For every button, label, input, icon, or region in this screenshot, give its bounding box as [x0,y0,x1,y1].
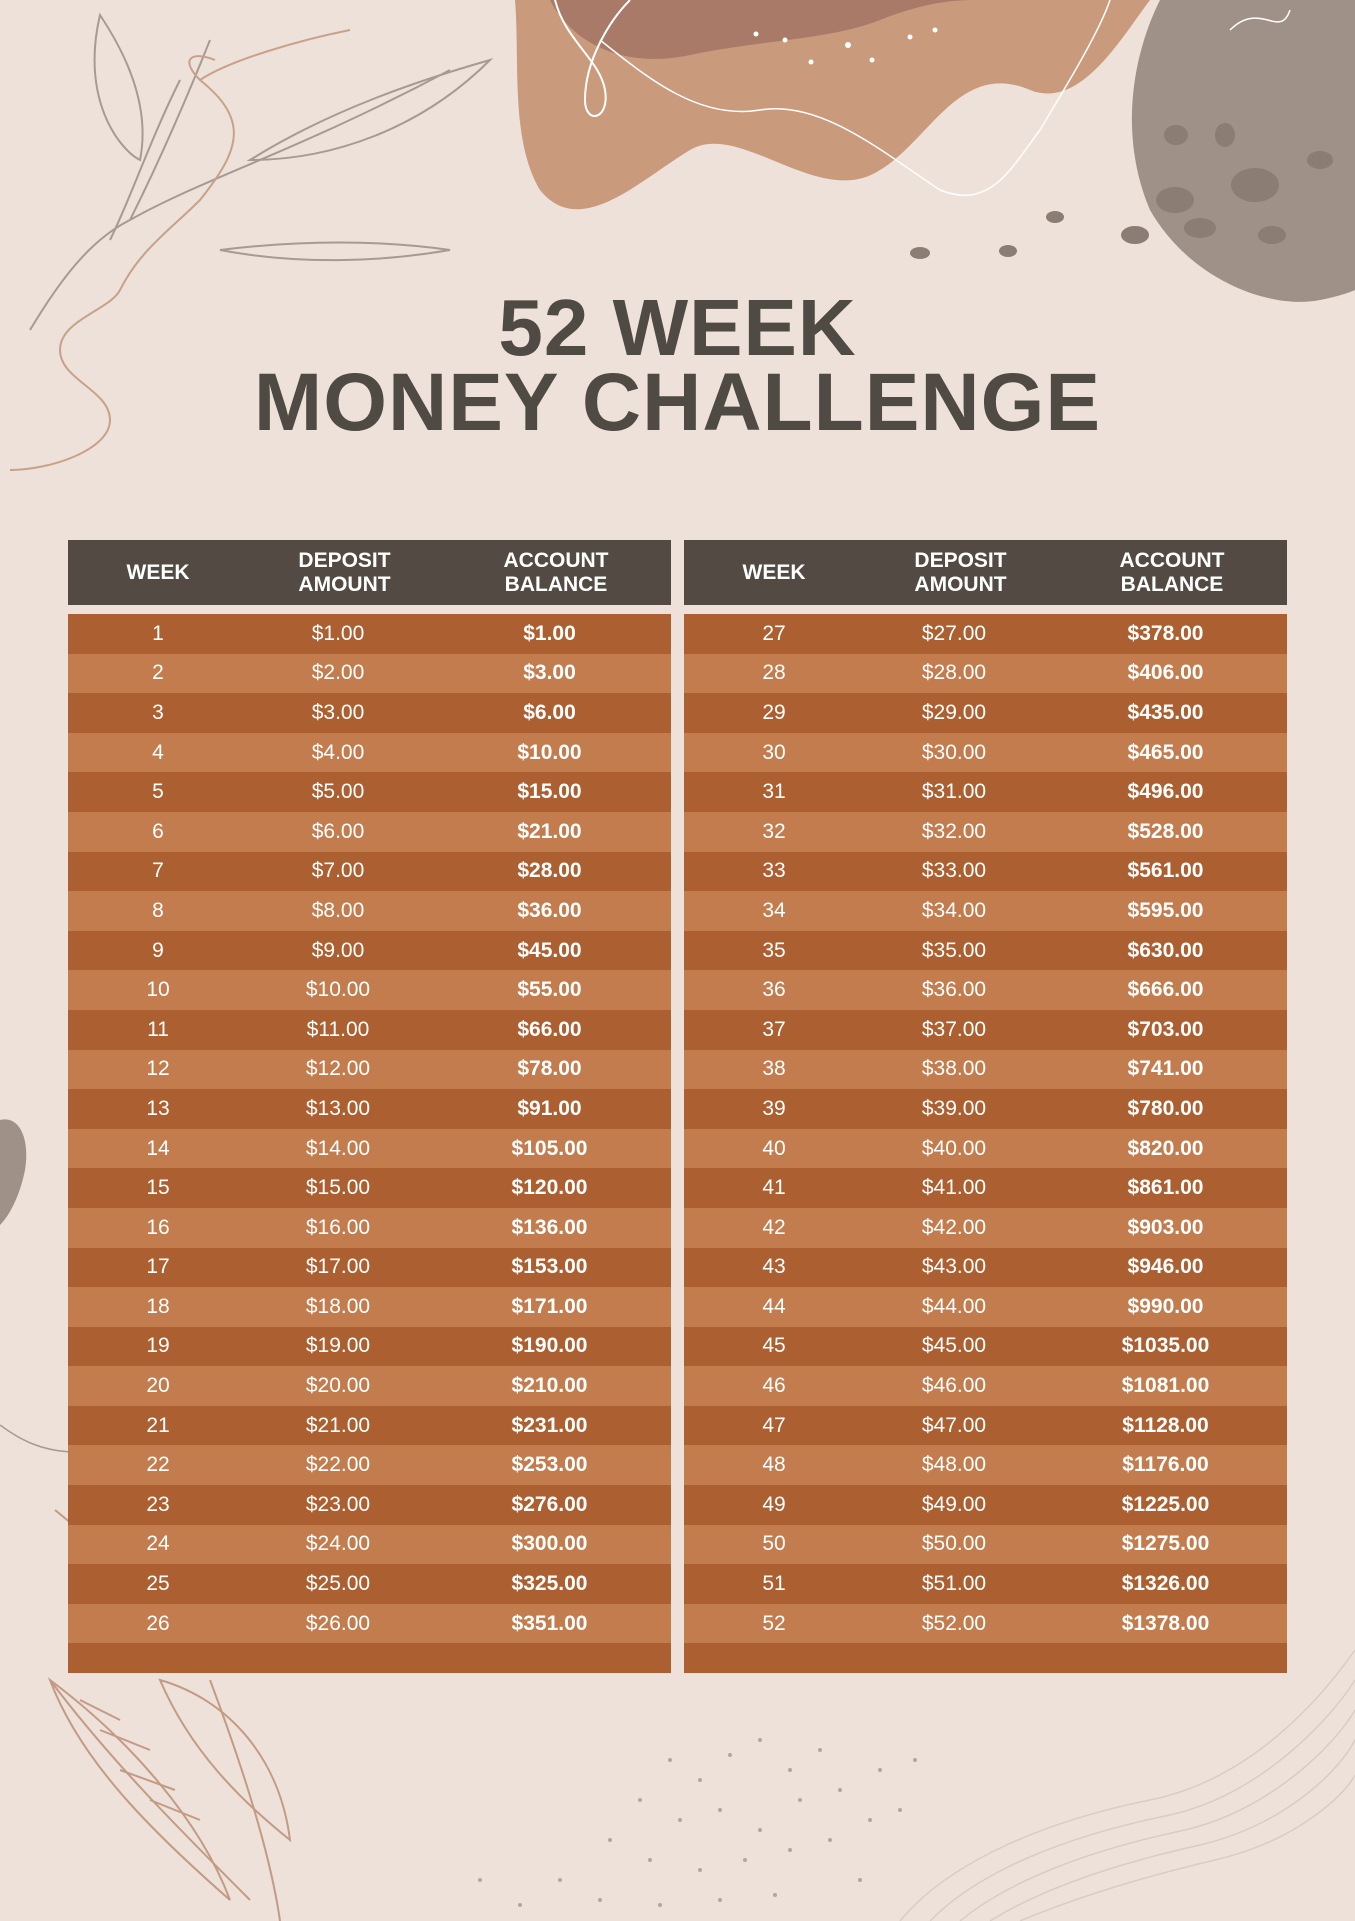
deposit-cell: $34.00 [921,898,987,922]
balance-cell: $78.00 [517,1057,582,1081]
deposit-cell: $43.00 [921,1255,987,1279]
table-row [684,1604,1287,1644]
table-row [68,1406,671,1446]
table-footer-bar [684,1643,1287,1673]
table-row [684,1445,1287,1485]
deposit-cell: $17.00 [305,1255,371,1279]
table-body [68,614,671,1673]
week-cell: 27 [762,621,786,645]
balance-cell: $1035.00 [1121,1334,1210,1358]
deposit-cell: $45.00 [921,1334,987,1358]
balance-cell: $28.00 [517,859,582,883]
balance-cell: $15.00 [517,780,582,804]
balance-cell: $210.00 [511,1374,588,1398]
week-cell: 19 [146,1334,170,1358]
deposit-cell: $18.00 [305,1294,371,1318]
deposit-cell: $6.00 [311,819,365,843]
table-row [684,1564,1287,1604]
table-row [684,693,1287,733]
balance-cell: $55.00 [517,978,582,1002]
balance-cell: $378.00 [1127,621,1204,645]
balance-cell: $253.00 [511,1453,588,1477]
week-cell: 20 [146,1374,170,1398]
week-cell: 35 [762,938,786,962]
table-row [684,772,1287,812]
balance-cell: $703.00 [1127,1017,1204,1041]
deposit-cell: $9.00 [311,938,365,962]
balance-cell: $190.00 [511,1334,588,1358]
table-row [68,654,671,694]
deposit-cell: $15.00 [305,1176,371,1200]
balance-column-header: ACCOUNT BALANCE [503,548,609,596]
balance-cell: $120.00 [511,1176,588,1200]
deposit-cell: $3.00 [311,700,365,724]
deposit-cell: $40.00 [921,1136,987,1160]
page-title-line-2: MONEY CHALLENGE [253,357,1102,448]
weeks-27-52-table [684,540,1287,1673]
balance-cell: $1.00 [523,621,576,645]
week-cell: 49 [762,1492,786,1516]
week-cell: 13 [146,1096,170,1120]
table-row [684,1485,1287,1525]
table-body [684,614,1287,1673]
table-row [68,1525,671,1565]
table-row [68,693,671,733]
table-row [68,931,671,971]
week-column-header: WEEK [742,560,806,584]
week-cell: 9 [152,938,164,962]
balance-cell: $820.00 [1127,1136,1204,1160]
table-row [68,891,671,931]
balance-cell: $946.00 [1127,1255,1204,1279]
deposit-cell: $24.00 [305,1532,371,1556]
deposit-cell: $41.00 [921,1176,987,1200]
table-row [68,1327,671,1367]
week-cell: 16 [146,1215,170,1239]
deposit-cell: $22.00 [305,1453,371,1477]
week-cell: 12 [146,1057,170,1081]
table-footer-bar [68,1643,671,1673]
week-cell: 8 [152,898,164,922]
table-row [684,812,1287,852]
week-cell: 1 [152,621,164,645]
week-cell: 38 [762,1057,786,1081]
week-cell: 14 [146,1136,170,1160]
balance-cell: $1176.00 [1122,1453,1209,1477]
week-cell: 10 [146,978,170,1002]
table-row [684,1168,1287,1208]
week-cell: 18 [146,1294,170,1318]
balance-cell: $741.00 [1127,1057,1204,1081]
balance-cell: $595.00 [1127,898,1204,922]
deposit-cell: $29.00 [921,700,987,724]
deposit-cell: $32.00 [921,819,987,843]
deposit-cell: $39.00 [921,1096,987,1120]
table-row [684,1248,1287,1288]
balance-cell: $66.00 [517,1017,582,1041]
deposit-cell: $21.00 [305,1413,371,1437]
week-cell: 2 [152,661,164,685]
deposit-cell: $19.00 [305,1334,371,1358]
balance-cell: $1225.00 [1121,1492,1210,1516]
week-cell: 23 [146,1492,170,1516]
balance-cell: $231.00 [511,1413,588,1437]
table-row [68,1485,671,1525]
balance-cell: $10.00 [517,740,582,764]
table-row [68,1564,671,1604]
week-cell: 33 [762,859,786,883]
deposit-cell: $8.00 [311,898,365,922]
balance-cell: $351.00 [511,1611,588,1635]
week-cell: 21 [146,1413,170,1437]
balance-cell: $435.00 [1127,700,1204,724]
deposit-cell: $16.00 [305,1215,371,1239]
week-cell: 39 [762,1096,786,1120]
table-header [68,540,671,605]
deposit-column-header: DEPOSIT AMOUNT [298,548,391,596]
table-row [684,1050,1287,1090]
deposit-cell: $20.00 [305,1374,371,1398]
week-cell: 50 [762,1532,786,1556]
table-row [684,1327,1287,1367]
deposit-cell: $30.00 [921,740,987,764]
deposit-cell: $5.00 [311,780,365,804]
page-title-line-1: 52 WEEK [498,283,857,372]
brown-blob-shape [550,0,980,59]
table-row [68,852,671,892]
balance-cell: $561.00 [1127,859,1204,883]
table-row [68,1604,671,1644]
deposit-cell: $42.00 [921,1215,987,1239]
deposit-cell: $23.00 [305,1492,371,1516]
table-row [684,614,1287,654]
table-row [68,1129,671,1169]
table-row [68,1366,671,1406]
deposit-cell: $28.00 [921,661,987,685]
week-cell: 4 [152,740,164,764]
week-cell: 32 [762,819,786,843]
table-row [68,1287,671,1327]
table-row [68,1010,671,1050]
week-cell: 26 [146,1611,170,1635]
balance-cell: $300.00 [511,1532,588,1556]
balance-cell: $406.00 [1127,661,1204,685]
week-cell: 29 [762,700,786,724]
table-row [68,1089,671,1129]
balance-cell: $6.00 [523,700,576,724]
deposit-cell: $47.00 [921,1413,987,1437]
balance-cell: $465.00 [1127,740,1204,764]
table-row [68,1208,671,1248]
week-cell: 17 [146,1255,170,1279]
balance-cell: $861.00 [1127,1176,1204,1200]
balance-cell: $105.00 [511,1136,588,1160]
week-cell: 25 [146,1572,170,1596]
table-row [684,1406,1287,1446]
deposit-cell: $2.00 [311,661,365,685]
balance-cell: $666.00 [1127,978,1204,1002]
balance-cell: $1378.00 [1121,1611,1210,1635]
week-cell: 40 [762,1136,786,1160]
table-row [68,1445,671,1485]
balance-cell: $21.00 [517,819,582,843]
tan-blob-shape [515,0,1150,209]
balance-cell: $528.00 [1127,819,1204,843]
deposit-cell: $10.00 [305,978,371,1002]
table-row [68,733,671,773]
deposit-cell: $11.00 [306,1017,370,1041]
table-row [684,1525,1287,1565]
table-row [684,970,1287,1010]
table-row [68,970,671,1010]
deposit-cell: $1.00 [311,621,365,645]
table-row [68,1248,671,1288]
deposit-cell: $50.00 [921,1532,987,1556]
deposit-cell: $46.00 [921,1374,987,1398]
week-cell: 42 [762,1215,786,1239]
week-cell: 22 [146,1453,170,1477]
week-cell: 37 [762,1017,786,1041]
table-row [684,891,1287,931]
week-cell: 51 [762,1572,786,1596]
table-row [684,654,1287,694]
table-header [684,540,1287,605]
balance-cell: $3.00 [523,661,576,685]
week-cell: 52 [762,1611,786,1635]
week-cell: 31 [762,780,786,804]
balance-cell: $496.00 [1127,780,1204,804]
balance-cell: $1081.00 [1121,1374,1210,1398]
week-cell: 36 [762,978,786,1002]
week-cell: 3 [152,700,164,724]
week-cell: 43 [762,1255,786,1279]
balance-cell: $1275.00 [1121,1532,1210,1556]
deposit-cell: $12.00 [305,1057,371,1081]
balance-cell: $780.00 [1127,1096,1204,1120]
side-blob-shape [0,1119,26,1225]
deposit-cell: $35.00 [921,938,987,962]
table-row [68,812,671,852]
table-row [684,852,1287,892]
week-cell: 15 [146,1176,170,1200]
table-row [684,931,1287,971]
balance-cell: $1326.00 [1121,1572,1210,1596]
balance-cell: $325.00 [511,1572,588,1596]
table-row [68,1168,671,1208]
balance-cell: $630.00 [1127,938,1204,962]
table-row [684,1129,1287,1169]
table-row [684,1287,1287,1327]
deposit-cell: $14.00 [305,1136,371,1160]
deposit-cell: $51.00 [921,1572,987,1596]
week-cell: 45 [762,1334,786,1358]
deposit-cell: $49.00 [921,1492,987,1516]
balance-cell: $45.00 [517,938,582,962]
week-cell: 7 [152,859,164,883]
deposit-cell: $4.00 [311,740,365,764]
deposit-cell: $27.00 [921,621,987,645]
deposit-cell: $31.00 [921,780,987,804]
deposit-cell: $7.00 [311,859,365,883]
week-cell: 47 [762,1413,786,1437]
deposit-column-header: DEPOSIT AMOUNT [914,548,1007,596]
deposit-cell: $52.00 [921,1611,987,1635]
balance-cell: $36.00 [517,898,582,922]
table-row [684,1208,1287,1248]
table-row [68,772,671,812]
balance-cell: $1128.00 [1122,1413,1209,1437]
deposit-cell: $36.00 [921,978,987,1002]
deposit-cell: $38.00 [921,1057,987,1081]
balance-cell: $136.00 [511,1215,588,1239]
balance-cell: $91.00 [517,1096,582,1120]
balance-cell: $171.00 [511,1294,588,1318]
table-row [684,733,1287,773]
weeks-1-26-table [68,540,671,1673]
deposit-cell: $44.00 [921,1294,987,1318]
deposit-cell: $25.00 [305,1572,371,1596]
balance-column-header: ACCOUNT BALANCE [1119,548,1225,596]
table-row [684,1010,1287,1050]
week-cell: 46 [762,1374,786,1398]
week-cell: 24 [146,1532,170,1556]
deposit-cell: $13.00 [305,1096,371,1120]
week-cell: 30 [762,740,786,764]
deposit-cell: $37.00 [921,1017,987,1041]
balance-cell: $153.00 [511,1255,588,1279]
week-cell: 28 [762,661,786,685]
deposit-cell: $33.00 [921,859,987,883]
week-cell: 44 [762,1294,786,1318]
deposit-cell: $26.00 [305,1611,371,1635]
table-row [684,1089,1287,1129]
week-cell: 6 [152,819,164,843]
week-cell: 41 [762,1176,786,1200]
balance-cell: $990.00 [1127,1294,1204,1318]
grey-blob-shape [1132,0,1355,302]
deposit-cell: $48.00 [921,1453,987,1477]
week-column-header: WEEK [126,560,190,584]
week-cell: 48 [762,1453,786,1477]
week-cell: 5 [152,780,164,804]
table-row [68,614,671,654]
table-row [684,1366,1287,1406]
balance-cell: $903.00 [1127,1215,1204,1239]
week-cell: 11 [147,1017,169,1041]
week-cell: 34 [762,898,786,922]
table-row [68,1050,671,1090]
balance-cell: $276.00 [511,1492,588,1516]
